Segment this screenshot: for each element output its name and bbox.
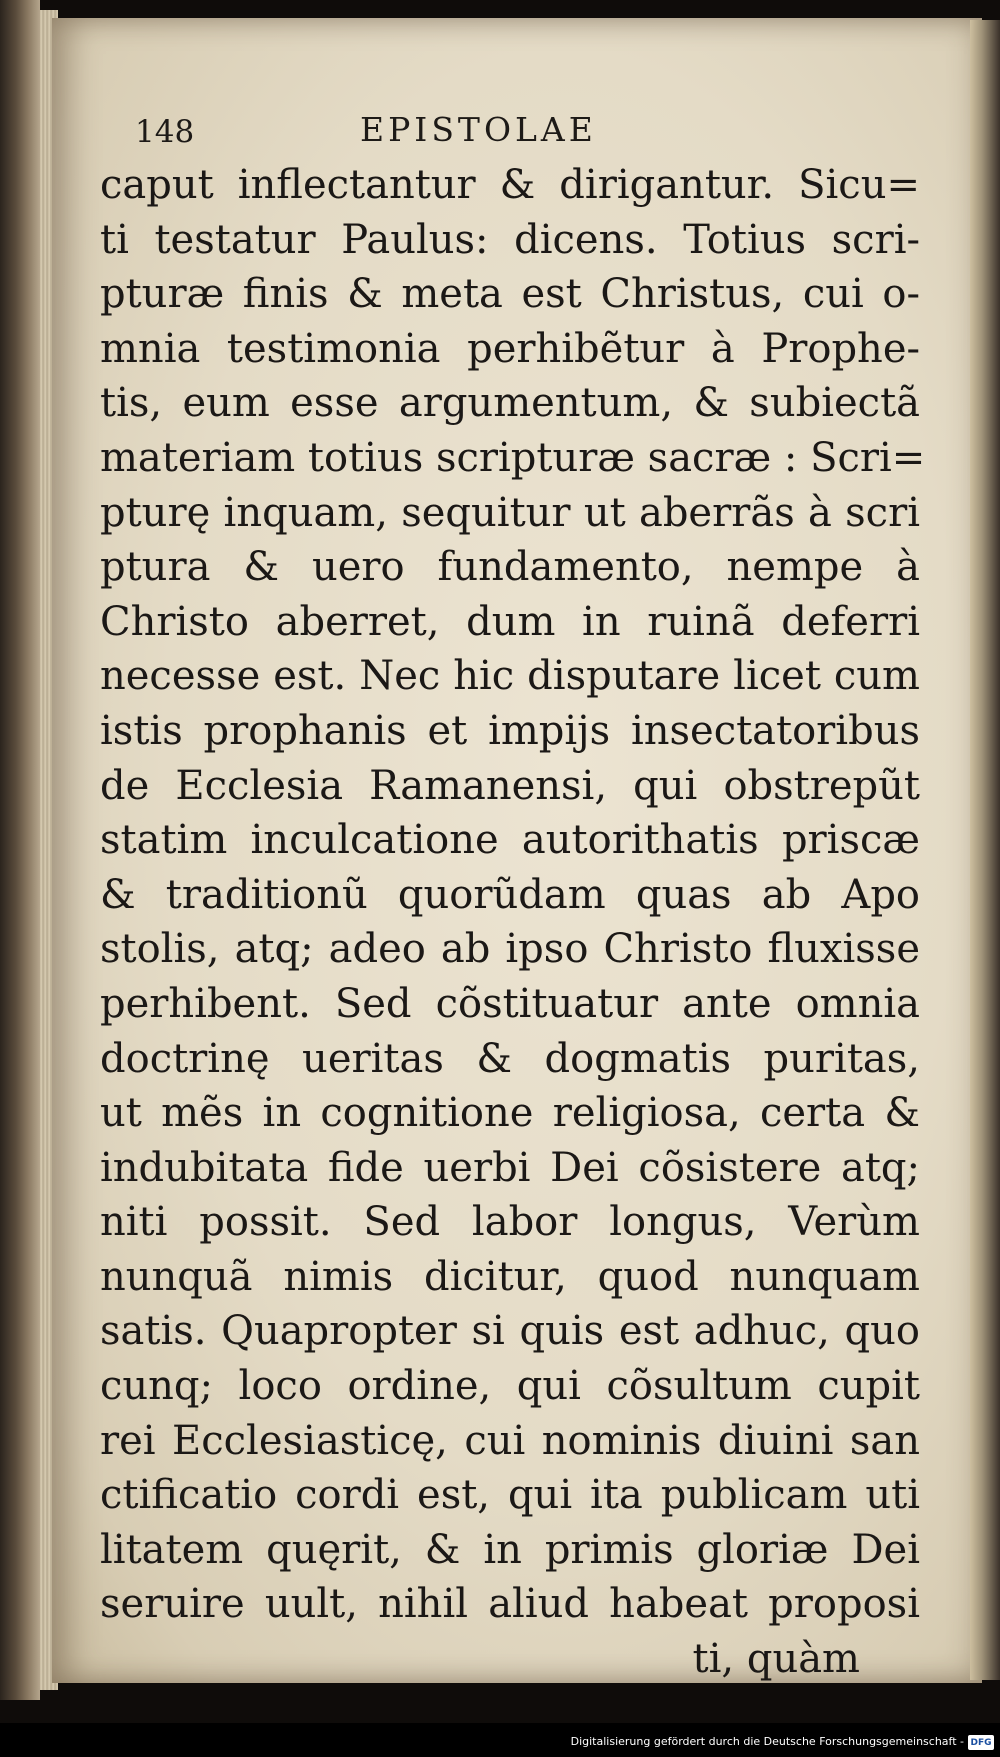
page-header — [130, 100, 910, 156]
digitization-footer — [0, 1723, 1000, 1757]
text-line: mnia testimonia perhibẽtur à Prophe- — [100, 325, 920, 372]
dfg-logo: DFG — [968, 1735, 994, 1750]
text-line: doctrinę ueritas & dogmatis puritas, — [100, 1035, 920, 1082]
text-line: necesse est. Nec hic disputare licet cum — [100, 653, 920, 700]
text-line: statim inculcatione autorithatis priscæ — [100, 817, 920, 864]
text-line: materiam totius scripturæ sacræ : Scri= — [100, 434, 926, 481]
text-line: Christo aberret, dum in ruinã deferri — [100, 598, 920, 645]
text-line: pturæ finis & meta est Christus, cui o- — [100, 271, 920, 318]
body-text — [100, 158, 926, 1687]
text-line: cunq; loco ordine, qui cõsultum cupit — [100, 1363, 920, 1410]
book-spine — [0, 0, 40, 1700]
catchword: ti, quàm — [692, 1636, 860, 1683]
text-line: seruire uult, nihil aliud habeat proposi — [100, 1581, 920, 1628]
text-line: ctificatio cordi est, qui ita publicam uti — [100, 1472, 920, 1519]
page-number: 148 — [135, 114, 195, 150]
text-line: rei Ecclesiasticę, cui nominis diuini san — [100, 1417, 920, 1464]
text-line: indubitata fide uerbi Dei cõsistere atq; — [100, 1144, 920, 1191]
funding-credit: Digitalisierung gefördert durch die Deutsche Forschungsgemeinschaft - — [570, 1735, 964, 1748]
text-line: ptura & uero fundamento, nempe à — [100, 544, 920, 591]
text-line: tis, eum esse argumentum, & subiectã — [100, 380, 920, 427]
text-line: litatem quęrit, & in primis gloriæ Dei — [100, 1526, 920, 1573]
text-line: satis. Quapropter si quis est adhuc, quo — [100, 1308, 920, 1355]
text-line: niti possit. Sed labor longus, Verùm — [100, 1199, 920, 1246]
text-line: de Ecclesia Ramanensi, qui obstrepũt — [100, 762, 920, 809]
text-line: stolis, atq; adeo ab ipso Christo fluxisse — [100, 926, 920, 973]
text-line: caput inflectantur & dirigantur. Sicu= — [100, 162, 920, 208]
page-right-edge — [970, 20, 1000, 1680]
text-line: ut mẽs in cognitione religiosa, certa & — [100, 1090, 920, 1137]
text-line: ti testatur Paulus: dicens. Totius scri- — [100, 216, 920, 263]
text-line: istis prophanis et impijs insectatoribus — [100, 707, 920, 754]
text-line: perhibent. Sed cõstituatur ante omnia — [100, 980, 920, 1027]
text-line: pturę inquam, sequitur ut aberrãs à scri — [100, 489, 920, 536]
running-title: EPISTOLAE — [360, 110, 597, 149]
text-line: & traditionũ quorũdam quas ab Apo — [100, 871, 920, 918]
text-line: nunquã nimis dicitur, quod nunquam — [100, 1253, 920, 1300]
